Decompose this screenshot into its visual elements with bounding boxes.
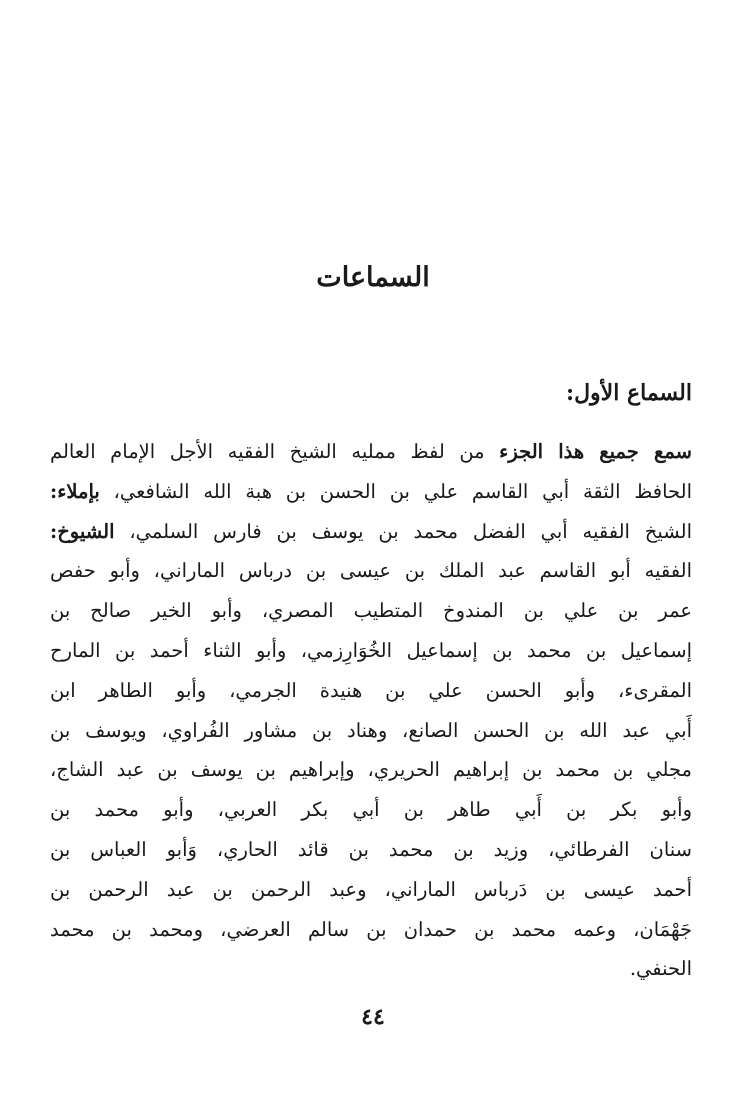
text-line: أحمد عيسى بن دَرباس الماراني، وعبد الرحمن بن عبد الرحمن بن bbox=[50, 877, 692, 901]
text-segment: الشيخ الفقيه أبي الفضل محمد بن يوسف بن فارس السلمي، bbox=[114, 519, 692, 543]
body-paragraph bbox=[50, 432, 692, 989]
text-line: جَهْمَان، وعمه محمد بن حمدان بن سالم العرضي، ومحمد بن محمد bbox=[50, 917, 692, 941]
text-segment: من لفظ مملیه الشيخ الفقيه الأجل الإمام العالم bbox=[50, 440, 500, 463]
text-line: إسماعيل بن محمد بن إسماعيل الخُوَارِزمي، وأبو الثناء أحمد بن المارح bbox=[50, 638, 692, 662]
text-line: وأبو بكر بن أَبي طاهر بن أبي بكر العربي، وأبو محمد بن bbox=[50, 798, 692, 822]
text-line: عمر بن علي بن المندوخ المتطيب المصري، وأبو الخير صالح بن bbox=[50, 599, 692, 623]
text-line bbox=[50, 512, 692, 552]
text-bold-label: بإملاء: bbox=[50, 479, 100, 503]
text-bold-lead: سمع جميع هذا الجزء bbox=[499, 440, 692, 463]
text-line bbox=[50, 432, 692, 472]
text-line: الحنفي. bbox=[629, 957, 692, 981]
text-line: سنان الفرطائي، وزيد بن محمد بن قائد الحاري، وَأبو العباس بن bbox=[50, 837, 692, 861]
text-bold-label: الشيوخ: bbox=[50, 519, 115, 543]
text-segment: الحافظ الثقة أبي القاسم علي بن الحسن بن هبة الله الشافعي، bbox=[99, 479, 692, 503]
text-line: الفقيه أبو القاسم عبد الملك بن عيسى بن درباس الماراني، وأبو حفص bbox=[50, 559, 692, 583]
page-number: ٤٤ bbox=[361, 1004, 385, 1030]
text-line bbox=[50, 472, 692, 512]
section-heading: السماع الأول: bbox=[565, 380, 692, 406]
text-line: المقرىء، وأبو الحسن علي بن هنيدة الجرمي، وأبو الطاهر ابن bbox=[50, 678, 692, 702]
page-title: السماعات bbox=[316, 262, 430, 293]
text-line: مجلي بن محمد بن إبراهيم الحريري، وإبراهيم بن يوسف بن عبد الشاج، bbox=[50, 758, 692, 782]
text-line: أَبي عبد الله بن الحسن الصانع، وهناد بن مشاور الفُراوي، ويوسف بن bbox=[50, 718, 692, 742]
